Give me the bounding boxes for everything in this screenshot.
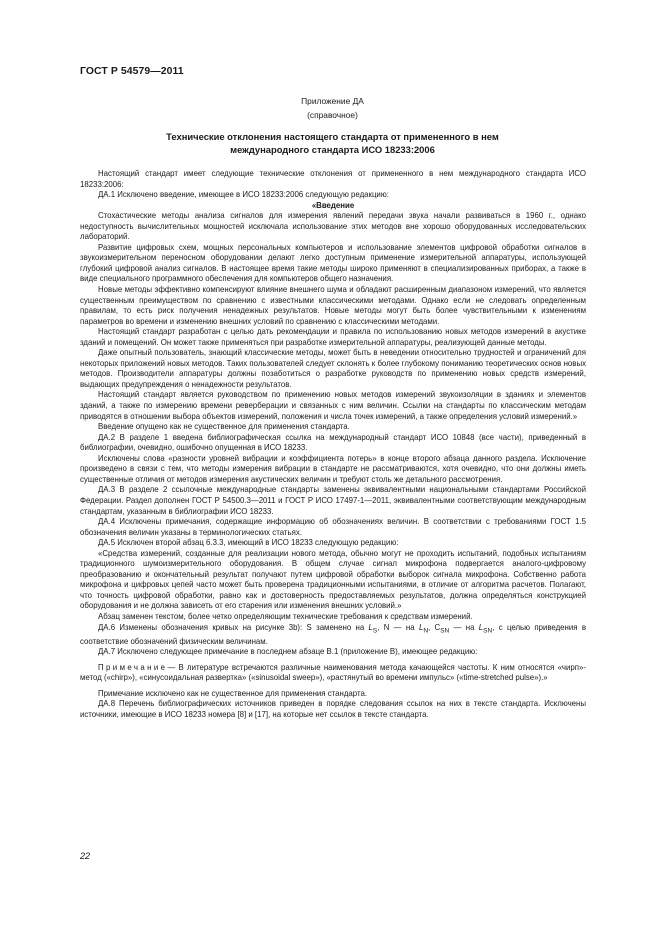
paragraph: Новые методы эффективно компенсируют влияние внешнего шума и обладают расширенным диапазоном измерений, что является существенным преимуществом по сравнению с известными классическими методами. Однако если не следовать определенным правилам, то есть риск получения ненадежных результатов. Новые методы могут быть более чувствительными к изменениям параметров во времени и изменению внешних условий по сравнению с классическими методами. <box>80 285 586 326</box>
appendix-type: (справочное) <box>307 110 358 120</box>
paragraph: Абзац заменен текстом, более четко определяющим технические требования к средствам измерений. <box>98 611 473 621</box>
paragraph-da6: ДА.6 Изменены обозначения кривых на рисунке 3b): S заменено на $L_S$, N — на $L_N$, $C_{SN}$ — на $L_{SN}$, с целью приведения в соответствие обозначений физическим величинам. <box>80 622 586 646</box>
paragraph-da7: ДА.7 Исключено следующее примечание в последнем абзаце В.1 (приложение В), имеющее редакцию: <box>98 647 478 657</box>
paragraph: ДА.1 Исключено введение, имеющее в ИСО 18233:2006 следующую редакцию: <box>98 190 389 200</box>
paragraph: ДА.2 В разделе 1 введена библиографическая ссылка на международный стандарт ИСО 10848 (все части), приведенный в библиографии, очевидно, ошибочно опущенная в ИСО 18233. <box>80 432 586 453</box>
appendix-title <box>80 130 585 156</box>
paragraph: ДА.3 В разделе 2 ссылочные международные стандарты заменены эквивалентными национальными стандартами Российской Федерации. Раздел дополнен ГОСТ Р 54500.3—2011 и ГОСТ Р ИСО 17497-1—2011, эквивалентными соответствующим международным стандартам, указанным в библиографии ИСО 18233. <box>80 485 586 516</box>
page-number: 22 <box>80 851 91 861</box>
intro-heading: «Введение <box>311 200 355 210</box>
paragraph: Стохастические методы анализа сигналов для измерения явлений передачи звука начали развиваться в 1960 г., однако недоступность вычислительных мощностей исключала использование этих методов вне хорошо оборудованных исследовательских лабораторий. <box>80 211 586 242</box>
paragraph: Развитие цифровых схем, мощных персональных компьютеров и использование элементов цифровой обработки сигналов в звукоизмерительном переносном оборудовании делают легко доступным применение измерительной аппаратуры, использующей глубокий цифровой анализ сигналов. В настоящее время такие методы широко применяют в специализированных приборах, а также в виде специального программного обеспечения для компьютеров общего назначения. <box>80 242 586 284</box>
document-code: ГОСТ Р 54579—2011 <box>80 66 184 77</box>
appendix-title-line-2: международного стандарта ИСО 18233:2006 <box>230 144 435 155</box>
paragraph: «Средства измерений, созданные для реализации нового метода, обычно могут не проходить испытаний, подобных испытаниям традиционного шумоизмерительного оборудования. В общем случае сигнал микрофона подвергается аналого-цифровому преобразованию и окончательный результат получают путем цифровой обработки выборок сигнала микрофона. Собственно работа микрофона и цифровых цепей часто может быть проверена традиционными испытаниями, в отличие от алгоритма расчетов. Полагают, что точность цифровой обработки, равно как и достоверность предоставляемых результатов, должна определяться конструкцией оборудования и не должна зависеть от его старения или изменения внешних условий.» <box>80 548 586 611</box>
note <box>80 663 586 684</box>
note-text: — В литературе встречаются различные наименования метода качающейся частоты. К ним относятся «чирп»-метод («chirp»), «синусоидальная развертка» («sinusoidal sweep»), «растянутый во времени импульс» («time-stretched pulse»).» <box>80 662 586 683</box>
paragraph: ДА.8 Перечень библиографических источников приведен в порядке следования ссылок на них в тексте стандарта. Исключены источники, имеющие в ИСО 18233 номера [8] и [17], на которые нет ссылок в тексте стандарта. <box>80 699 586 719</box>
note-label: Примечание <box>98 662 168 672</box>
appendix-label: Приложение ДА <box>301 96 364 106</box>
paragraph: Примечание исключено как не существенное для применения стандарта. <box>98 688 368 698</box>
paragraph: Настоящий стандарт разработан с целью дать рекомендации и правила по использованию новых методов измерений в акустике зданий и помещений. Он может также применяться при разработке измерительной аппаратуры, реализующей данные методы. <box>80 327 586 347</box>
paragraph: Введение опущено как не существенное для применения стандарта. <box>98 422 350 432</box>
paragraph: Даже опытный пользователь, знающий классические методы, может быть в неведении относительно трудностей и ограничений для некоторых приложений новых методов. Таких пользователей следует склонять к более глубокому пониманию теоретических основ новых методов. Производители аппаратуры должны позаботиться о разработке руководств по применению новых средств измерений, выдающих предупреждения о ненадежности результатов. <box>80 348 586 389</box>
document-body <box>80 169 586 720</box>
paragraph: Настоящий стандарт имеет следующие технические отклонения от примененного в нем международного стандарта ИСО 18233:2006: <box>80 169 586 189</box>
paragraph: ДА.5 Исключен второй абзац 6.3.3, имеющий в ИСО 18233 следующую редакцию: <box>98 538 399 548</box>
paragraph: Исключены слова «разности уровней вибрации и коэффициента потерь» в конце второго абзаца данного раздела. Исключение произведено в связи с тем, что методы измерения вибрации в стандарте не рассматриваются, хотя очевидно, что они должны иметь существенные отличия от методов измерения акустических величин и требуют столь же детального рассмотрения. <box>80 453 586 484</box>
paragraph: ДА.4 Исключены примечания, содержащие информацию об обозначениях величин. В соответствии с требованиями ГОСТ 1.5 обозначения величин указаны в терминологических статьях. <box>80 517 586 537</box>
appendix-title-line-1: Технические отклонения настоящего стандарта от примененного в нем <box>166 131 499 142</box>
paragraph: Настоящий стандарт является руководством по применению новых методов измерений звукоизоляции в зданиях и элементов зданий, а также по измерению времени реверберации и связанных с ним величин. Ссылки на стандарты по классическим методам приводятся в отношении выбора объектов измерений, положения и числа точек измерений, а также определения условий измерений.» <box>80 390 586 421</box>
